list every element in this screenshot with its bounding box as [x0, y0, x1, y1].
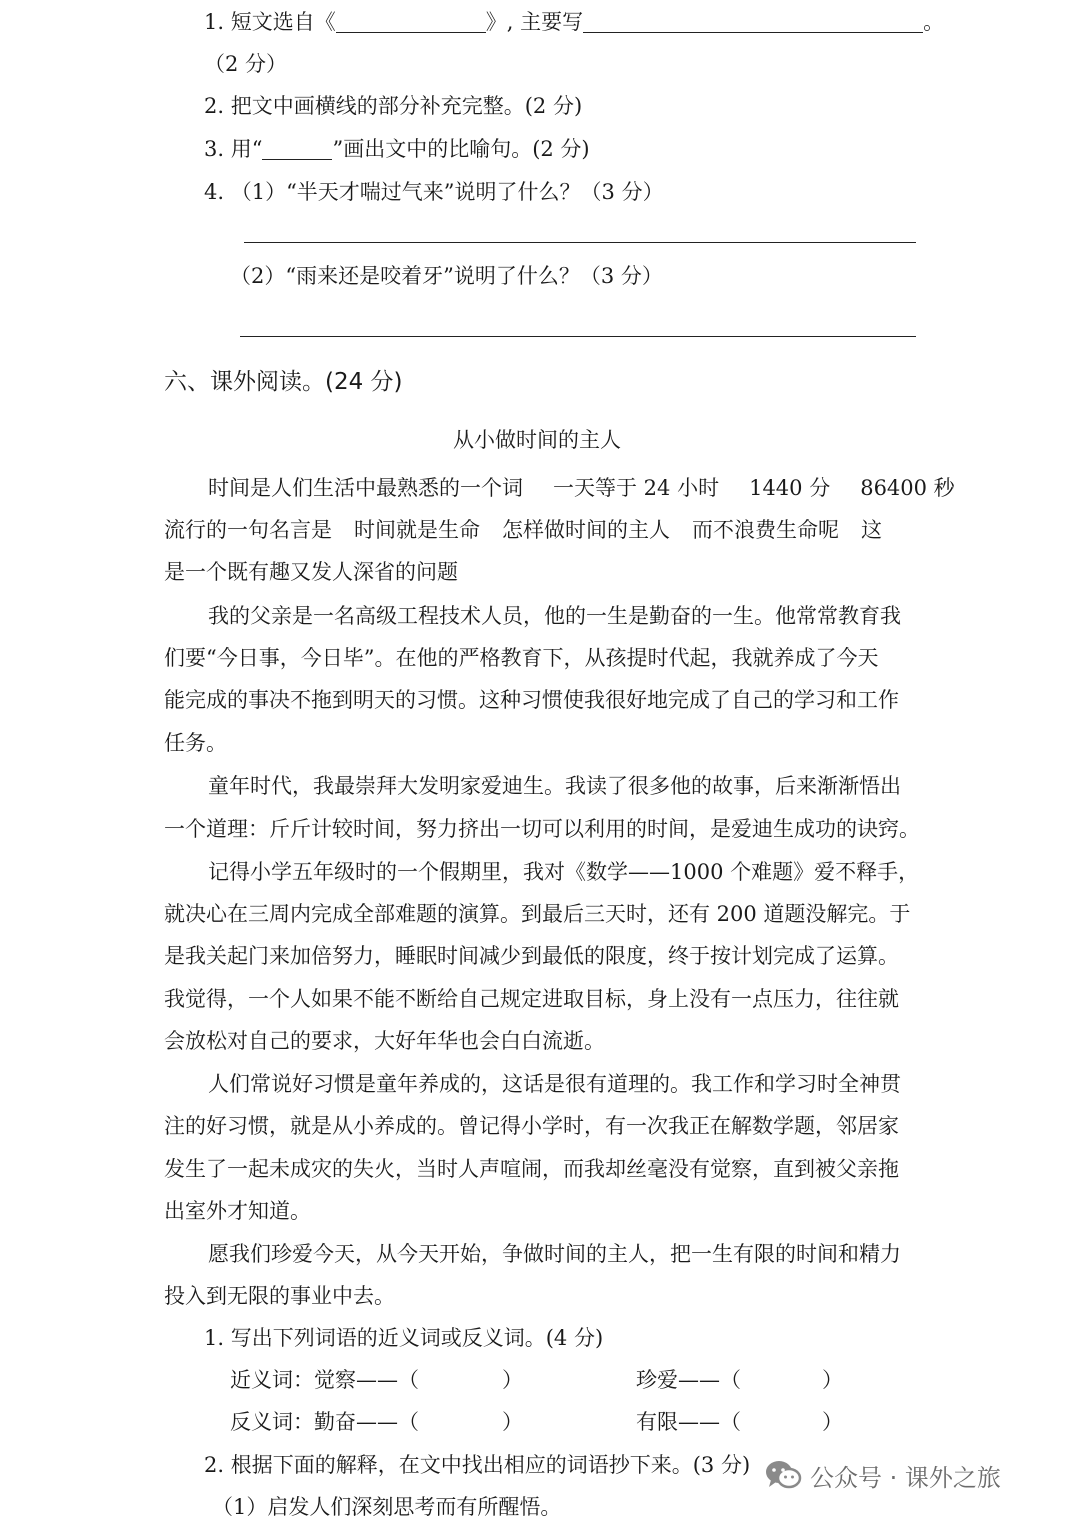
paragraph-line: 记得小学五年级时的一个假期里，我对《数学——1000 个难题》爱不释手，	[208, 860, 920, 884]
paragraph-line: 人们常说好习惯是童年养成的，这话是很有道理的。我工作和学习时全神贯	[208, 1072, 901, 1096]
watermark-text: 公众号 · 课外之旅	[810, 1463, 1001, 1492]
paragraph-line: 愿我们珍爱今天，从今天开始，争做时间的主人，把一生有限的时间和精力	[208, 1242, 901, 1266]
question-3: 3. 用“ ”画出文中的比喻句。(2 分)	[204, 137, 590, 161]
synonym-label-2: 珍爱——（	[636, 1368, 741, 1392]
paragraph-line: 流行的一句名言是 时间就是生命 怎样做时间的主人 而不浪费生命呢 这	[164, 518, 882, 542]
paragraph-line: 童年时代，我最崇拜大发明家爱迪生。我读了很多他的故事，后来渐渐悟出	[208, 774, 901, 798]
wechat-icon	[764, 1458, 802, 1492]
paragraph-line: 是我关起门来加倍努力，睡眠时间减少到最低的限度，终于按计划完成了运算。	[164, 944, 899, 968]
question-4-1: 4. （1）“半天才喘过气来”说明了什么？（3 分）	[204, 180, 664, 204]
paragraph-line: 会放松对自己的要求，大好年华也会白白流逝。	[164, 1029, 605, 1053]
paragraph-line: 任务。	[164, 731, 227, 755]
paragraph-line: 我的父亲是一名高级工程技术人员，他的一生是勤奋的一生。他常常教育我	[208, 604, 901, 628]
underline-sample	[262, 139, 332, 160]
passage-title: 从小做时间的主人	[453, 428, 621, 452]
question-2: 2. 把文中画横线的部分补充完整。(2 分)	[204, 94, 583, 118]
close-paren: ）	[502, 1410, 523, 1434]
paragraph-line: 发生了一起未成灾的失火，当时人声喧闹，而我却丝毫没有觉察，直到被父亲拖	[164, 1157, 899, 1181]
reading-question-2: 2. 根据下面的解释，在文中找出相应的词语抄下来。(3 分)	[204, 1453, 751, 1477]
paragraph-line: 就决心在三周内完成全部难题的演算。到最后三天时，还有 200 道题没解完。于	[164, 902, 911, 926]
close-paren: ）	[502, 1368, 523, 1392]
answer-blank[interactable]	[583, 12, 923, 33]
antonym-label-2: 有限——（	[636, 1410, 741, 1434]
reading-question-1: 1. 写出下列词语的近义词或反义词。(4 分)	[204, 1326, 604, 1350]
paragraph-line: 投入到无限的事业中去。	[164, 1284, 395, 1308]
paragraph-line: 一个道理：斤斤计较时间，努力挤出一切可以利用的时间，是爱迪生成功的诀窍。	[164, 817, 920, 841]
synonym-label: 近义词：觉察——（	[230, 1368, 419, 1392]
paragraph-line: 出室外才知道。	[164, 1199, 311, 1223]
paragraph-line: 时间是人们生活中最熟悉的一个词 一天等于 24 小时 1440 分 86400 秒	[208, 476, 955, 500]
answer-line[interactable]	[240, 336, 916, 337]
close-paren: ）	[822, 1410, 843, 1434]
close-paren: ）	[822, 1368, 843, 1392]
paragraph-line: 们要“今日事，今日毕”。在他的严格教育下，从孩提时代起，我就养成了今天	[164, 646, 879, 670]
paragraph-line: 能完成的事决不拖到明天的习惯。这种习惯使我很好地完成了自己的学习和工作	[164, 688, 899, 712]
answer-line[interactable]	[244, 242, 916, 243]
question-4-2: （2）“雨来还是咬着牙”说明了什么？（3 分）	[230, 264, 663, 288]
answer-blank[interactable]	[336, 12, 486, 33]
paragraph-line: 注的好习惯，就是从小养成的。曾记得小学时，有一次我正在解数学题，邻居家	[164, 1114, 899, 1138]
paragraph-line: 是一个既有趣又发人深省的问题	[164, 560, 458, 584]
watermark	[764, 1455, 1001, 1495]
paragraph-line: 我觉得，一个人如果不能不断给自己规定进取目标，身上没有一点压力，往往就	[164, 987, 899, 1011]
reading-question-2-1: （1）启发人们深刻思考而有所醒悟。	[212, 1495, 562, 1519]
question-1: 1. 短文选自《 》, 主要写 。	[204, 10, 945, 34]
antonym-label: 反义词：勤奋——（	[230, 1410, 419, 1434]
section-heading: 六、课外阅读。(24 分)	[164, 369, 403, 395]
question-1-score: （2 分）	[204, 52, 288, 76]
